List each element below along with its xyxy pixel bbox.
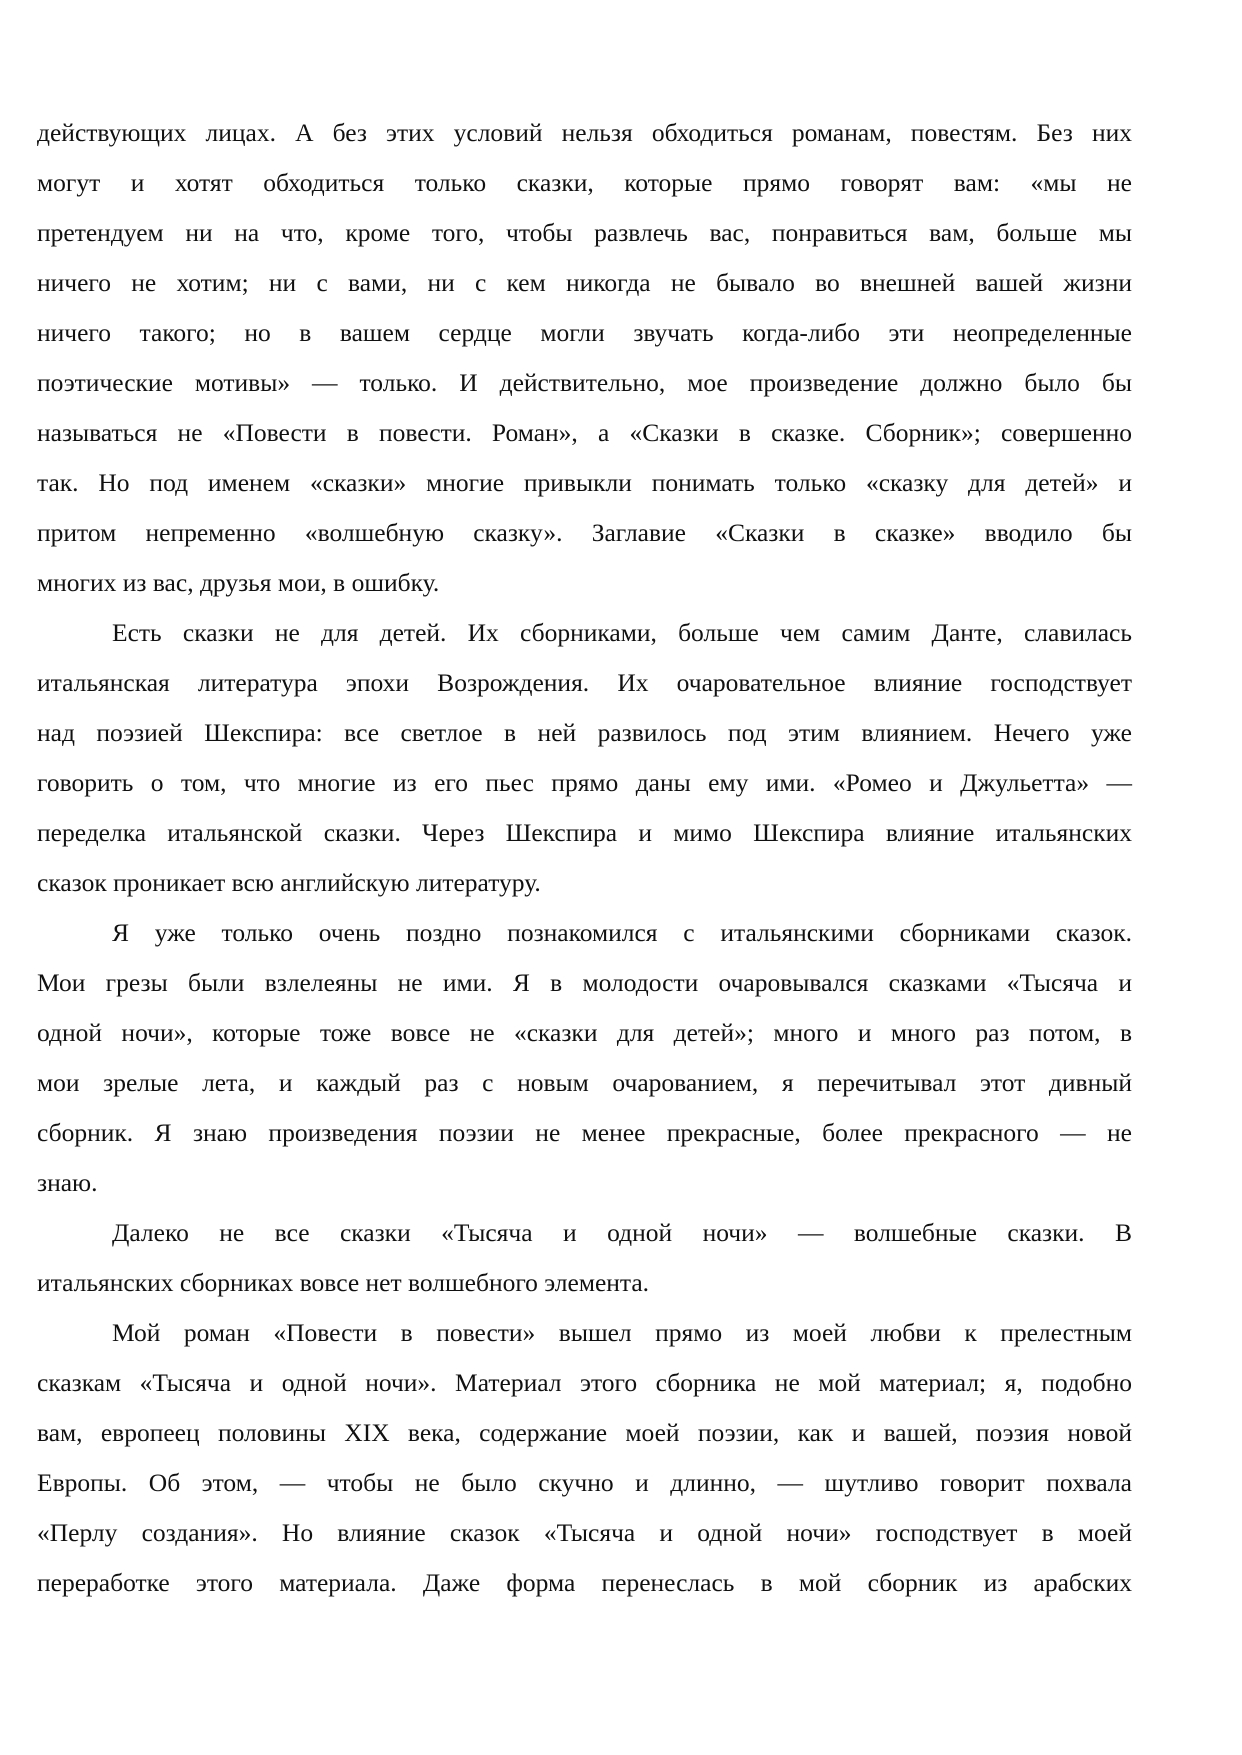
text-line: Европы. Об этом, — чтобы не было скучно и длинно, — шутливо говорит похвала [37,1468,1132,1497]
text-line: многих из вас, друзья мои, в ошибку. [37,568,440,597]
text-line: «Перлу создания». Но влияние сказок «Тысяча и одной ночи» господствует в моей [37,1518,1132,1547]
text-line: сказок проникает всю английскую литературу. [37,868,541,897]
text-line: поэтические мотивы» — только. И действительно, мое произведение должно было бы [37,368,1132,397]
paragraph [37,908,1132,1208]
text-line: одной ночи», которые тоже вовсе не «сказки для детей»; много и много раз потом, в [37,1018,1132,1047]
text-line: действующих лицах. А без этих условий нельзя обходиться романам, повестям. Без них [37,118,1132,147]
text-line: над поэзией Шекспира: все светлое в ней развилось под этим влиянием. Нечего уже [37,718,1132,747]
text-line: итальянских сборниках вовсе нет волшебного элемента. [37,1268,650,1297]
text-line: претендуем ни на что, кроме того, чтобы развлечь вас, понравиться вам, больше мы [37,218,1132,247]
text-line: мои зрелые лета, и каждый раз с новым очарованием, я перечитывал этот дивный [37,1068,1132,1097]
text-line: могут и хотят обходиться только сказки, которые прямо говорят вам: «мы не [37,168,1132,197]
text-line: итальянская литература эпохи Возрождения. Их очаровательное влияние господствует [37,668,1132,697]
text-line: Мой роман «Повести в повести» вышел прямо из моей любви к прелестным [112,1318,1132,1347]
text-line: сборник. Я знаю произведения поэзии не менее прекрасные, более прекрасного — не [37,1118,1132,1147]
text-line: переработке этого материала. Даже форма перенеслась в мой сборник из арабских [37,1568,1132,1597]
text-line: Есть сказки не для детей. Их сборниками, больше чем самим Данте, славилась [112,618,1132,647]
text-line: ничего не хотим; ни с вами, ни с кем никогда не бывало во внешней вашей жизни [37,268,1132,297]
paragraph [37,108,1132,608]
text-line: переделка итальянской сказки. Через Шекспира и мимо Шекспира влияние итальянских [37,818,1132,847]
text-line: так. Но под именем «сказки» многие привыкли понимать только «сказку для детей» и [37,468,1132,497]
document-page [37,108,1132,1608]
text-line: называться не «Повести в повести. Роман», а «Сказки в сказке. Сборник»; совершенно [37,418,1132,447]
text-line: ничего такого; но в вашем сердце могли звучать когда-либо эти неопределенные [37,318,1132,347]
text-line: Мои грезы были взлелеяны не ими. Я в молодости очаровывался сказками «Тысяча и [37,968,1132,997]
paragraph [37,1208,1132,1308]
text-line: притом непременно «волшебную сказку». Заглавие «Сказки в сказке» вводило бы [37,518,1132,547]
text-line: говорить о том, что многие из его пьес прямо даны ему ими. «Ромео и Джульетта» — [37,768,1132,797]
paragraph [37,1308,1132,1608]
text-line: Я уже только очень поздно познакомился с итальянскими сборниками сказок. [112,918,1132,947]
paragraph [37,608,1132,908]
text-line: Далеко не все сказки «Тысяча и одной ночи» — волшебные сказки. В [112,1218,1132,1247]
text-line: вам, европеец половины XIX века, содержание моей поэзии, как и вашей, поэзия новой [37,1418,1132,1447]
text-line: сказкам «Тысяча и одной ночи». Материал этого сборника не мой материал; я, подобно [37,1368,1132,1397]
text-line: знаю. [37,1168,98,1197]
